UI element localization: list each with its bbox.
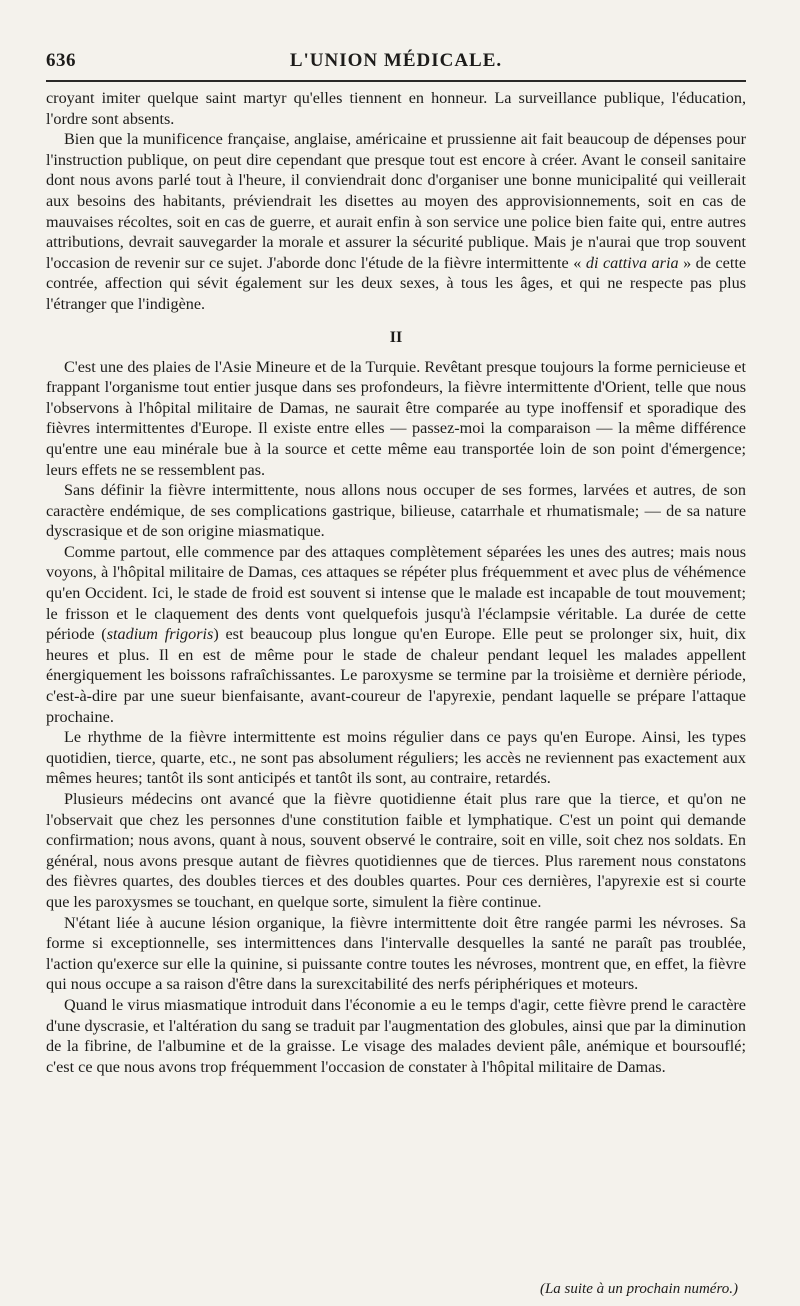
section-number: II <box>389 328 403 346</box>
paragraph-text: Comme partout, elle commence par des attaques complètement séparées les unes des autres; mais nous voyons, à l'hôpital militaire de Damas, ces attaques se répéter plus fréquemment et avec plus de véhémence qu'en Occident. Ici, le stade de froid est souvent si intense que le malade est incapable de tout mouvement; le frisson et le claquement des dents vont quelquefois jusqu'à l'éclampsie véritable. La durée de cette période ( <box>46 542 746 644</box>
paragraph: Sans définir la fièvre intermittente, nous allons nous occuper de ses formes, larvées et autres, de son caractère endémique, de ses complications gastrique, bilieuse, catarrhale et rhumatismale; — de sa nature dyscrasique et de son origine miasmatique. <box>46 481 746 541</box>
italic-phrase: stadium frigoris <box>106 625 214 644</box>
page <box>46 44 746 1077</box>
paragraph-text: ) est beaucoup plus longue qu'en Europe. Elle peut se prolonger six, huit, dix heures et plus. Il en est de même pour le stade de chaleur pendant lequel les malades appellent énergiquement les boissons rafraîchissantes. Le paroxysme se termine par la troisième et dernière période, c'est-à-dire par une sueur bienfaisante, avant-coureur de l'apyrexie, pendant laquelle se prépare l'attaque prochaine. <box>46 625 746 726</box>
running-title: L'UNION MÉDICALE. <box>289 50 503 71</box>
italic-phrase: di cattiva aria <box>585 253 679 272</box>
paragraph-text: » de cette contrée, affection qui sévit également sur les deux sexes, à tous les âges, et qui ne respecte pas plus l'étranger que l'indigène. <box>46 253 747 313</box>
paragraph <box>46 542 746 727</box>
header-rule <box>46 80 746 82</box>
article-body <box>46 88 746 1077</box>
paragraph: croyant imiter quelque saint martyr qu'elles tiennent en honneur. La surveillance publique, l'éducation, l'ordre sont absents. <box>46 89 746 128</box>
paragraph: Plusieurs médecins ont avancé que la fièvre quotidienne était plus rare que la tierce, et qu'on ne l'observait que chez les personnes d'une constitution faible et lymphatique. C'est un point qui demande confirmation; nous avons, quant à nous, souvent observé le contraire, soit en ville, soit chez nos soldats. En général, nous avons presque autant de fièvres quotidiennes que de tierces. Plus rarement nous constatons des fièvres quartes, des doubles tierces et des doubles quartes. Pour ces dernières, l'apyrexie est si courte que les paroxysmes se touchant, en quelque sorte, simulent la fière continue. <box>46 790 746 911</box>
footer <box>46 1276 746 1298</box>
paragraph: Le rhythme de la fièvre intermittente est moins régulier dans ce pays qu'en Europe. Ainsi, les types quotidien, tierce, quarte, etc., ne sont pas absolument réguliers; les accès ne reviennent pas exactement aux mêmes heures; tantôt ils sont anticipés et tantôt ils sont, au contraire, retardés. <box>46 728 746 788</box>
paragraph: Quand le virus miasmatique introduit dans l'économie a eu le temps d'agir, cette fièvre prend le caractère d'une dyscrasie, et l'altération du sang se traduit par l'augmentation des globules, ainsi que par la diminution de la fibrine, de l'albumine et de la graisse. Le visage des malades devient pâle, anémique et boursouflé; c'est ce que nous avons trop fréquemment l'occasion de constater à l'hôpital militaire de Damas. <box>46 995 746 1076</box>
page-header <box>46 44 746 80</box>
paragraph <box>46 129 746 314</box>
page-number: 636 <box>46 50 76 71</box>
paragraph: N'étant liée à aucune lésion organique, la fièvre intermittente doit être rangée parmi les névroses. Sa forme si exceptionnelle, ses intermittences dans l'intervalle desquelles la santé ne paraît pas troublée, l'action qu'exerce sur elle la quinine, si puissante contre toutes les névroses, montrent que, en effet, la fièvre qui nous occupe a sa raison d'être dans la surexcitabilité des nerfs périphériques et moteurs. <box>46 913 746 994</box>
paragraph: C'est une des plaies de l'Asie Mineure et de la Turquie. Revêtant presque toujours la forme pernicieuse et frappant l'organisme tout entier jusque dans ses profondeurs, la fièvre intermittente d'Orient, telle que nous l'observons à l'hôpital militaire de Damas, ne saurait être comparée au type inoffensif et sporadique des fièvres intermittentes d'Europe. Il existe entre elles — passez-moi la comparaison — la même différence qu'entre une eau minérale bue à la source et cette même eau transportée loin de son point d'émergence; leurs effets ne se ressemblent pas. <box>46 357 746 479</box>
continuation-note: (La suite à un prochain numéro.) <box>539 1281 738 1297</box>
paragraph-text: Bien que la munificence française, anglaise, américaine et prussienne ait fait beaucoup de dépenses pour l'instruction publique, on peut dire cependant que presque tout est encore à créer. Avant le conseil sanitaire dont nous avons parlé tout à l'heure, il conviendrait donc d'organiser une bonne municipalité qui veillerait aux besoins des habitants, préviendrait les disettes au moyen des approvisionnements, soit en cas de mauvaises récoltes, soit en cas de guerre, et aurait enfin à son service une police bien faite qui, entre autres attributions, devrait sauvegarder la morale et assurer la sécurité publique. Mais je n'aurai que trop souvent l'occasion de revenir sur ce sujet. J'aborde donc l'étude de la fièvre intermittente « <box>46 130 746 272</box>
